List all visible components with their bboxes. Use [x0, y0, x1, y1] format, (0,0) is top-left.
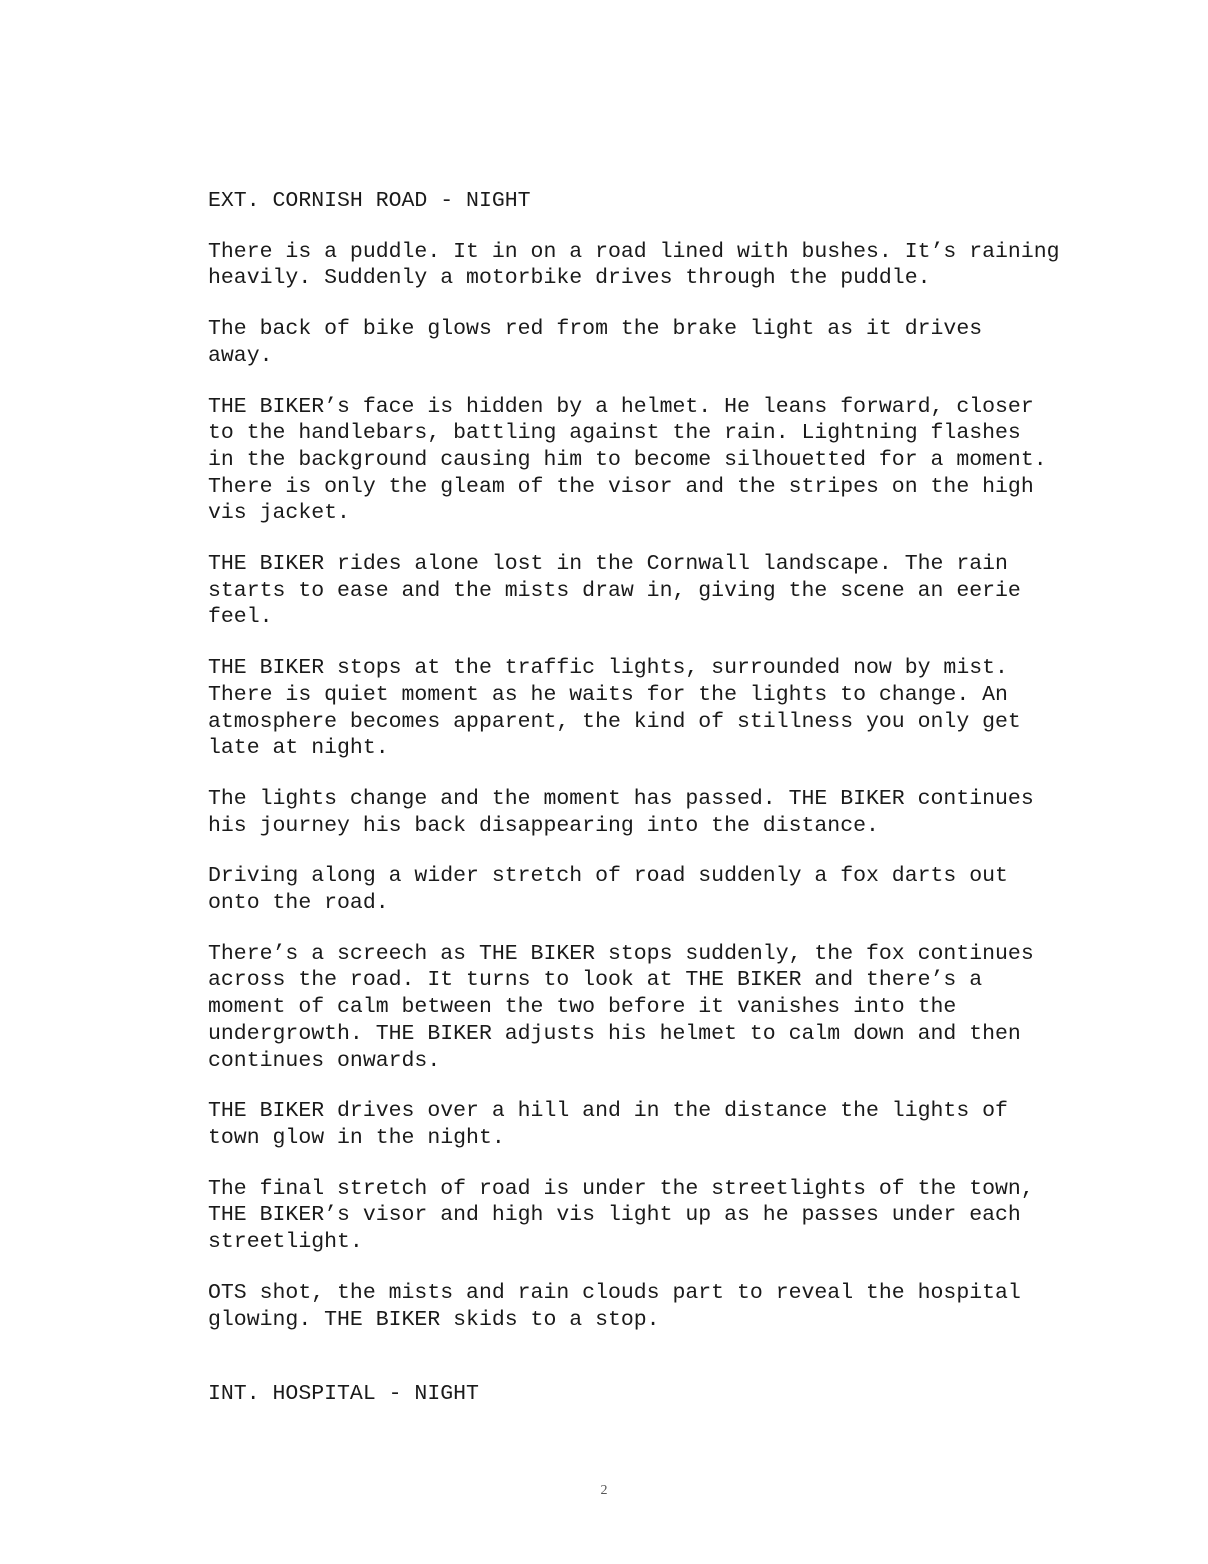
action-paragraph: THE BIKER rides alone lost in the Cornwall landscape. The rain starts to ease and the mists draw in, giving the scene an eerie feel. [208, 552, 1021, 630]
screenplay-body [208, 188, 1108, 1408]
scene-heading: INT. HOSPITAL - NIGHT [208, 1382, 479, 1407]
action-paragraph: THE BIKER drives over a hill and in the distance the lights of town glow in the night. [208, 1099, 1008, 1150]
action-paragraph: There is a puddle. It in on a road lined with bushes. It’s raining heavily. Suddenly a motorbike drives through the puddle. [208, 239, 1060, 291]
action-paragraph: OTS shot, the mists and rain clouds part to reveal the hospital glowing. THE BIKER skids to a stop. [208, 1280, 1021, 1332]
action-paragraph: There’s a screech as THE BIKER stops suddenly, the fox continues across the road. It turns to look at THE BIKER and there’s a moment of calm between the two before it vanishes into the undergrowth. THE BIKER adjusts his helmet to calm down and then continues onwards. [208, 941, 1034, 1073]
action-paragraph: Driving along a wider stretch of road suddenly a fox darts out onto the road. [208, 864, 1008, 916]
action-paragraph: The back of bike glows red from the brake light as it drives away. [208, 317, 983, 368]
page-number: 2 [600, 1483, 608, 1498]
action-paragraph: THE BIKER’s face is hidden by a helmet. He leans forward, closer to the handlebars, battling against the rain. Lightning flashes in the background causing him to become silhouetted for a moment. There is only the gleam of the visor and the stripes on the high vis jacket. [208, 394, 1047, 526]
action-paragraph: The final stretch of road is under the streetlights of the town, THE BIKER’s visor and high vis light up as he passes under each streetlight. [208, 1176, 1034, 1255]
action-paragraph: The lights change and the moment has passed. THE BIKER continues his journey his back disappearing into the distance. [208, 786, 1034, 838]
action-paragraph: THE BIKER stops at the traffic lights, surrounded now by mist. There is quiet moment as he waits for the lights to change. An atmosphere becomes apparent, the kind of stillness you only get late at night. [208, 656, 1021, 761]
scene-heading: EXT. CORNISH ROAD - NIGHT [208, 189, 531, 213]
